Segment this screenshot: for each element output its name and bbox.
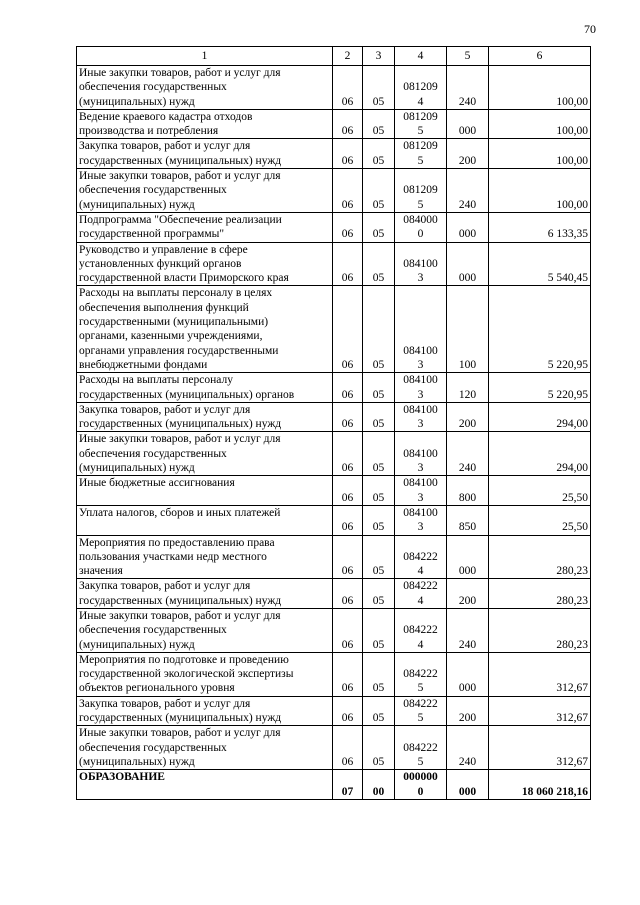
table-row: [77, 139, 591, 169]
amount-cell: 312,67: [489, 652, 591, 696]
budget-table: [76, 46, 591, 800]
table-row: [77, 770, 591, 800]
subsection-code-cell: 05: [363, 432, 395, 476]
item-name-cell: Иные бюджетные ассигнования: [77, 476, 333, 506]
expense-type-cell: 120: [447, 373, 489, 403]
amount-cell: 280,23: [489, 579, 591, 609]
subsection-code-cell: 05: [363, 139, 395, 169]
item-name-cell: Руководство и управление в сфере установленных функций органов государственной власти Приморского края: [77, 242, 333, 286]
table-row: [77, 476, 591, 506]
table-row: [77, 242, 591, 286]
target-article-cell: 081209 5: [395, 169, 447, 213]
expense-type-cell: 000: [447, 242, 489, 286]
subsection-code-cell: 00: [363, 770, 395, 800]
section-code-cell: 06: [333, 696, 363, 726]
table-row: [77, 579, 591, 609]
item-name-cell: ОБРАЗОВАНИЕ: [77, 770, 333, 800]
table-row: [77, 212, 591, 242]
section-code-cell: 06: [333, 242, 363, 286]
subsection-code-cell: 05: [363, 505, 395, 535]
target-article-cell: 084222 5: [395, 652, 447, 696]
target-article-cell: 084222 4: [395, 579, 447, 609]
section-code-cell: 06: [333, 402, 363, 432]
amount-cell: 25,50: [489, 505, 591, 535]
table-row: [77, 169, 591, 213]
amount-cell: 100,00: [489, 169, 591, 213]
header-cell: 3: [363, 47, 395, 66]
subsection-code-cell: 05: [363, 608, 395, 652]
expense-type-cell: 200: [447, 579, 489, 609]
amount-cell: 280,23: [489, 608, 591, 652]
expense-type-cell: 000: [447, 109, 489, 139]
subsection-code-cell: 05: [363, 402, 395, 432]
subsection-code-cell: 05: [363, 535, 395, 579]
header-cell: 4: [395, 47, 447, 66]
section-code-cell: 06: [333, 608, 363, 652]
section-code-cell: 06: [333, 212, 363, 242]
section-code-cell: 06: [333, 535, 363, 579]
target-article-cell: 084100 3: [395, 373, 447, 403]
table-row: [77, 505, 591, 535]
amount-cell: 6 133,35: [489, 212, 591, 242]
subsection-code-cell: 05: [363, 579, 395, 609]
subsection-code-cell: 05: [363, 286, 395, 373]
header-cell: 6: [489, 47, 591, 66]
subsection-code-cell: 05: [363, 652, 395, 696]
expense-type-cell: 200: [447, 696, 489, 726]
expense-type-cell: 000: [447, 535, 489, 579]
page-number: 70: [584, 22, 596, 36]
section-code-cell: 06: [333, 169, 363, 213]
item-name-cell: Иные закупки товаров, работ и услуг для обеспечения государственных (муниципальных) нужд: [77, 432, 333, 476]
target-article-cell: 084222 4: [395, 608, 447, 652]
table-row: [77, 696, 591, 726]
expense-type-cell: 240: [447, 169, 489, 213]
target-article-cell: 084222 4: [395, 535, 447, 579]
header-cell: 5: [447, 47, 489, 66]
item-name-cell: Закупка товаров, работ и услуг для государственных (муниципальных) нужд: [77, 579, 333, 609]
amount-cell: 100,00: [489, 66, 591, 110]
target-article-cell: 081209 4: [395, 66, 447, 110]
section-code-cell: 06: [333, 476, 363, 506]
target-article-cell: 084222 5: [395, 726, 447, 770]
subsection-code-cell: 05: [363, 109, 395, 139]
section-code-cell: 06: [333, 579, 363, 609]
subsection-code-cell: 05: [363, 66, 395, 110]
header-cell: 1: [77, 47, 333, 66]
header-cell: 2: [333, 47, 363, 66]
item-name-cell: Расходы на выплаты персоналу в целях обеспечения выполнения функций государственными (муниципальными) органами, казенными учреждениями, органами управления государственными внебюджетными фондами: [77, 286, 333, 373]
section-code-cell: 06: [333, 286, 363, 373]
item-name-cell: Иные закупки товаров, работ и услуг для обеспечения государственных (муниципальных) нужд: [77, 726, 333, 770]
amount-cell: 25,50: [489, 476, 591, 506]
amount-cell: 5 220,95: [489, 373, 591, 403]
expense-type-cell: 100: [447, 286, 489, 373]
target-article-cell: 081209 5: [395, 109, 447, 139]
item-name-cell: Иные закупки товаров, работ и услуг для обеспечения государственных (муниципальных) нужд: [77, 608, 333, 652]
amount-cell: 100,00: [489, 109, 591, 139]
section-code-cell: 06: [333, 66, 363, 110]
target-article-cell: 084100 3: [395, 286, 447, 373]
target-article-cell: 084000 0: [395, 212, 447, 242]
table-row: [77, 66, 591, 110]
expense-type-cell: 200: [447, 139, 489, 169]
target-article-cell: 084100 3: [395, 242, 447, 286]
section-code-cell: 06: [333, 373, 363, 403]
amount-cell: 312,67: [489, 726, 591, 770]
table-row: [77, 652, 591, 696]
amount-cell: 5 540,45: [489, 242, 591, 286]
expense-type-cell: 240: [447, 432, 489, 476]
expense-type-cell: 240: [447, 608, 489, 652]
item-name-cell: Иные закупки товаров, работ и услуг для обеспечения государственных (муниципальных) нужд: [77, 66, 333, 110]
section-code-cell: 06: [333, 109, 363, 139]
subsection-code-cell: 05: [363, 476, 395, 506]
section-code-cell: 07: [333, 770, 363, 800]
amount-cell: 5 220,95: [489, 286, 591, 373]
amount-cell: 280,23: [489, 535, 591, 579]
amount-cell: 312,67: [489, 696, 591, 726]
target-article-cell: 084100 3: [395, 432, 447, 476]
item-name-cell: Уплата налогов, сборов и иных платежей: [77, 505, 333, 535]
table-row: [77, 109, 591, 139]
expense-type-cell: 000: [447, 770, 489, 800]
item-name-cell: Подпрограмма "Обеспечение реализации государственной программы": [77, 212, 333, 242]
subsection-code-cell: 05: [363, 169, 395, 213]
item-name-cell: Мероприятия по подготовке и проведению государственной экологической экспертизы объектов регионального уровня: [77, 652, 333, 696]
expense-type-cell: 240: [447, 66, 489, 110]
expense-type-cell: 200: [447, 402, 489, 432]
expense-type-cell: 000: [447, 212, 489, 242]
item-name-cell: Расходы на выплаты персоналу государственных (муниципальных) органов: [77, 373, 333, 403]
item-name-cell: Ведение краевого кадастра отходов производства и потребления: [77, 109, 333, 139]
item-name-cell: Мероприятия по предоставлению права пользования участками недр местного значения: [77, 535, 333, 579]
table-row: [77, 402, 591, 432]
section-code-cell: 06: [333, 505, 363, 535]
subsection-code-cell: 05: [363, 212, 395, 242]
item-name-cell: Закупка товаров, работ и услуг для государственных (муниципальных) нужд: [77, 696, 333, 726]
section-code-cell: 06: [333, 432, 363, 476]
subsection-code-cell: 05: [363, 696, 395, 726]
table-row: [77, 608, 591, 652]
target-article-cell: 084100 3: [395, 402, 447, 432]
table-row: [77, 373, 591, 403]
amount-cell: 294,00: [489, 432, 591, 476]
target-article-cell: 084100 3: [395, 505, 447, 535]
amount-cell: 18 060 218,16: [489, 770, 591, 800]
amount-cell: 100,00: [489, 139, 591, 169]
subsection-code-cell: 05: [363, 242, 395, 286]
target-article-cell: 000000 0: [395, 770, 447, 800]
table-row: [77, 432, 591, 476]
subsection-code-cell: 05: [363, 373, 395, 403]
table-row: [77, 286, 591, 373]
item-name-cell: Закупка товаров, работ и услуг для государственных (муниципальных) нужд: [77, 402, 333, 432]
expense-type-cell: 850: [447, 505, 489, 535]
target-article-cell: 081209 5: [395, 139, 447, 169]
section-code-cell: 06: [333, 726, 363, 770]
amount-cell: 294,00: [489, 402, 591, 432]
section-code-cell: 06: [333, 139, 363, 169]
target-article-cell: 084222 5: [395, 696, 447, 726]
section-code-cell: 06: [333, 652, 363, 696]
expense-type-cell: 800: [447, 476, 489, 506]
expense-type-cell: 000: [447, 652, 489, 696]
table-row: [77, 535, 591, 579]
item-name-cell: Иные закупки товаров, работ и услуг для обеспечения государственных (муниципальных) нужд: [77, 169, 333, 213]
table-row: [77, 726, 591, 770]
expense-type-cell: 240: [447, 726, 489, 770]
table-header-row: [77, 47, 591, 66]
target-article-cell: 084100 3: [395, 476, 447, 506]
item-name-cell: Закупка товаров, работ и услуг для государственных (муниципальных) нужд: [77, 139, 333, 169]
subsection-code-cell: 05: [363, 726, 395, 770]
